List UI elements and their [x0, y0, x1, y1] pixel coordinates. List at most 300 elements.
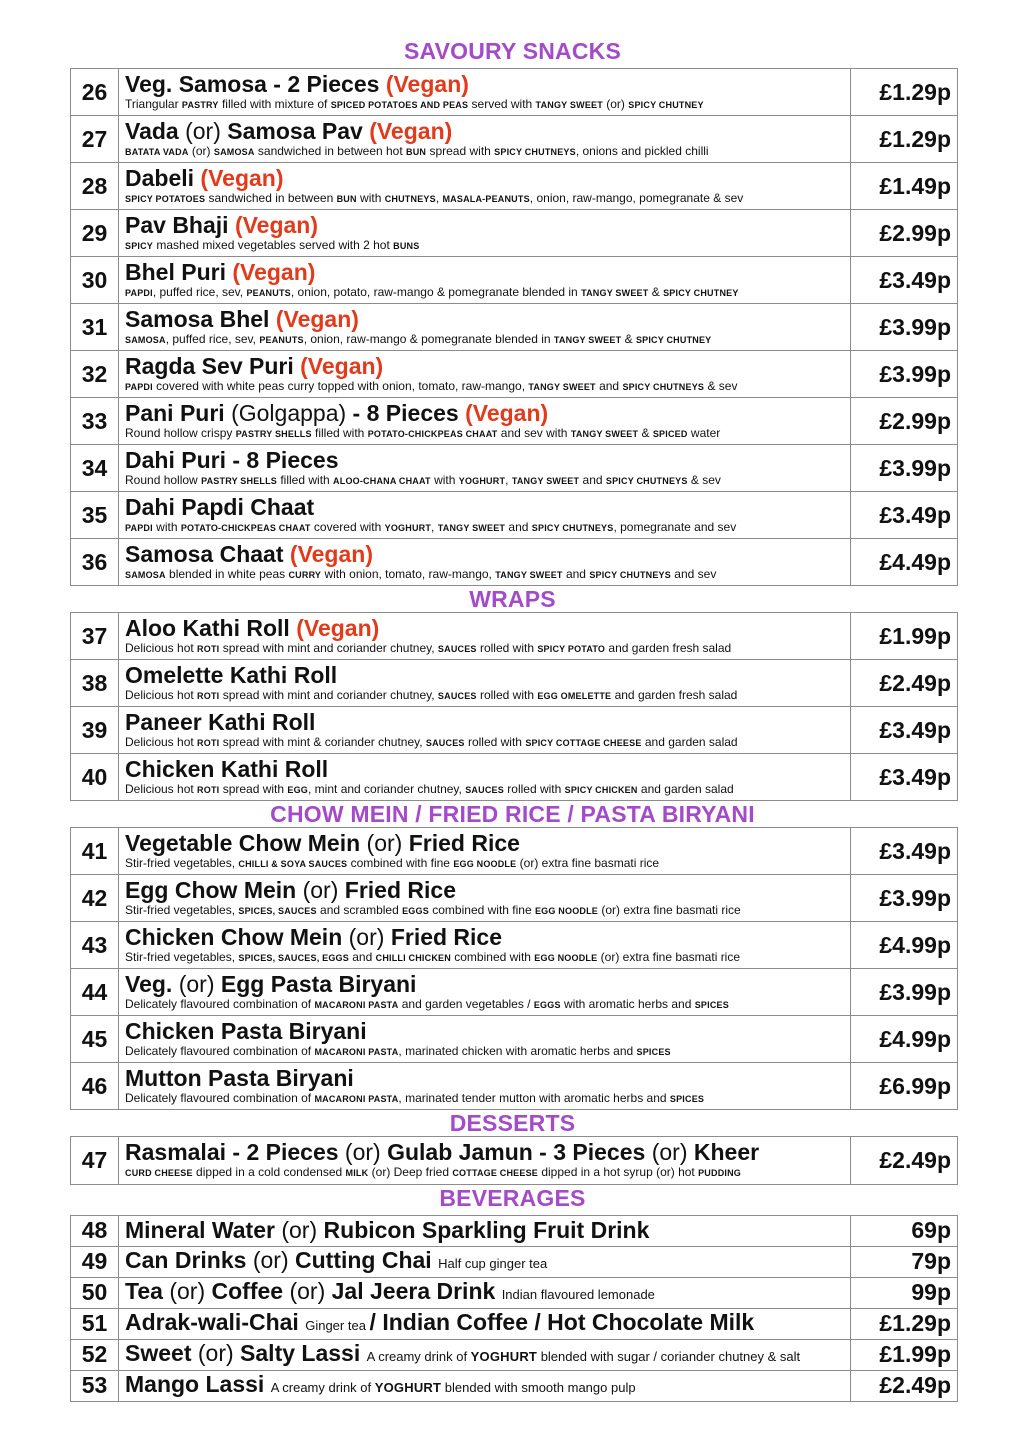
text-segment: Egg Pasta Biryani	[220, 970, 417, 997]
ingredient-highlight: SPICY	[125, 240, 154, 251]
text-segment: , onion, raw-mango & pomegranate blended in	[303, 331, 554, 346]
text-segment: Samosa Bhel	[125, 305, 276, 332]
ingredient-highlight: BATATA VADA	[125, 146, 189, 157]
text-segment: mashed mixed vegetables served with 2 hot	[153, 237, 394, 252]
text-segment: Veg. Samosa - 2 Pieces	[125, 70, 386, 97]
menu-item-row	[71, 660, 958, 707]
item-title	[125, 448, 850, 473]
text-segment: Samosa Chaat	[125, 540, 290, 567]
menu-item-row	[71, 707, 958, 754]
text-segment: Samosa Pav	[227, 117, 370, 144]
ingredient-highlight: CHILLI & SOYA SAUCES	[238, 858, 348, 869]
text-segment: Chicken Chow Mein	[125, 923, 349, 950]
item-price: £3.99p	[851, 875, 958, 922]
item-description	[125, 238, 850, 254]
text-segment: (or) extra fine basmati rice	[598, 902, 741, 917]
menu-item-row	[71, 539, 958, 586]
item-details	[119, 492, 851, 539]
text-segment: (or) Deep fried	[368, 1165, 453, 1179]
item-number: 35	[71, 492, 119, 539]
text-segment: Delicately flavoured combination of	[125, 1043, 315, 1058]
text-segment: (or)	[302, 876, 345, 903]
item-title	[125, 831, 850, 856]
text-segment: blended with sugar / coriander chutney & salt	[537, 1348, 801, 1364]
ingredient-highlight: CHILLI CHICKEN	[375, 952, 451, 963]
ingredient-highlight: SPICES	[669, 1093, 705, 1104]
text-segment: Pani Puri	[125, 399, 232, 426]
text-segment: Dabeli	[125, 164, 201, 191]
item-details	[119, 1063, 851, 1110]
text-segment: Delicately flavoured combination of	[125, 1090, 315, 1105]
ingredient-highlight: SPICES	[694, 999, 729, 1010]
ingredient-highlight: BUNS	[393, 240, 420, 251]
item-title	[125, 757, 850, 782]
item-title	[125, 260, 850, 285]
ingredient-highlight: CURD CHEESE	[125, 1168, 193, 1178]
ingredient-highlight: SAUCES	[437, 643, 477, 654]
item-price: £3.49p	[851, 754, 958, 801]
item-number: 47	[71, 1137, 119, 1185]
text-segment: Rasmalai - 2 Pieces	[125, 1139, 345, 1165]
ingredient-highlight: PASTRY	[181, 99, 219, 110]
item-description	[125, 1044, 850, 1060]
text-segment: Cutting Chai	[295, 1246, 439, 1273]
text-segment: Kheer	[693, 1139, 760, 1165]
item-price: £3.49p	[851, 707, 958, 754]
text-segment: ,	[435, 190, 443, 205]
text-segment: Dahi Papdi Chaat	[125, 493, 315, 520]
item-price: £3.99p	[851, 969, 958, 1016]
ingredient-highlight: SPICES, SAUCES	[238, 905, 317, 916]
item-price: £3.49p	[851, 257, 958, 304]
item-details	[119, 1277, 851, 1308]
ingredient-highlight: PASTRY SHELLS	[235, 428, 312, 439]
ingredient-highlight: SAUCES	[437, 690, 477, 701]
item-price: £4.99p	[851, 922, 958, 969]
text-segment: blended in white peas	[165, 566, 289, 581]
item-title	[125, 1247, 850, 1277]
item-details	[119, 875, 851, 922]
vegan-label: (Vegan)	[275, 305, 359, 332]
text-segment: Coffee	[211, 1277, 290, 1304]
item-description	[125, 735, 850, 751]
ingredient-highlight: EGG NOODLE	[534, 952, 598, 963]
text-segment: Indian flavoured lemonade	[501, 1286, 655, 1302]
text-segment: Chicken Pasta Biryani	[125, 1017, 367, 1044]
ingredient-highlight: MILK	[345, 1168, 369, 1178]
item-price: £2.49p	[851, 1137, 958, 1185]
item-description	[125, 285, 850, 301]
item-number: 51	[71, 1308, 119, 1339]
menu-item-row	[71, 1308, 958, 1339]
ingredient-highlight: SAUCES	[465, 784, 504, 795]
item-number: 50	[71, 1277, 119, 1308]
text-segment: covered with	[310, 519, 385, 534]
item-title	[125, 878, 850, 903]
item-title	[125, 72, 850, 97]
text-segment: sandwiched in between	[205, 190, 337, 205]
item-title	[125, 307, 850, 332]
text-segment: / Indian Coffee / Hot Chocolate Milk	[369, 1308, 755, 1335]
text-segment: , marinated chicken with aromatic herbs and	[398, 1043, 637, 1058]
ingredient-highlight: ALOO-CHANA CHAAT	[333, 475, 431, 486]
ingredient-highlight: ROTI	[197, 737, 220, 748]
ingredient-highlight: SAMOSA	[125, 569, 166, 580]
menu-item-row	[71, 116, 958, 163]
vegan-label: (Vegan)	[232, 258, 316, 285]
ingredient-highlight: PEANUTS	[259, 334, 304, 345]
ingredient-highlight: SAUCES	[425, 737, 465, 748]
text-segment: Vada	[125, 117, 186, 144]
item-price: £2.49p	[851, 1370, 958, 1401]
item-details	[119, 613, 851, 660]
item-number: 40	[71, 754, 119, 801]
ingredient-highlight: EGG	[287, 784, 309, 795]
ingredient-highlight: SPICY CHICKEN	[564, 784, 638, 795]
text-segment: Stir-fried vegetables,	[125, 949, 239, 964]
item-number: 37	[71, 613, 119, 660]
text-segment: Gulab Jamun - 3 Pieces	[387, 1139, 652, 1165]
text-segment: and garden fresh salad	[605, 640, 732, 655]
text-segment: &	[638, 425, 653, 440]
text-segment: (or) extra fine basmati rice	[597, 949, 741, 964]
item-description	[125, 332, 850, 348]
text-segment: (or)	[188, 143, 214, 158]
item-description	[125, 426, 850, 442]
text-segment: with	[430, 472, 459, 487]
text-segment: Mango Lassi	[125, 1370, 271, 1397]
item-title	[125, 1140, 850, 1165]
item-details	[119, 116, 851, 163]
section-title-chow-mein: CHOW MEIN / FRIED RICE / PASTA BIRYANI	[270, 801, 755, 827]
item-number: 42	[71, 875, 119, 922]
item-description	[125, 856, 850, 872]
text-segment: (or)	[651, 1139, 694, 1165]
item-details	[119, 660, 851, 707]
menu-item-row	[71, 1277, 958, 1308]
vegan-label: (Vegan)	[465, 399, 549, 426]
ingredient-highlight: SAMOSA	[125, 334, 166, 345]
item-price: £3.99p	[851, 445, 958, 492]
text-segment: filled with mixture of	[218, 96, 331, 111]
text-segment: spread with mint and coriander chutney,	[219, 687, 438, 702]
vegan-label: (Vegan)	[200, 164, 284, 191]
ingredient-highlight: SPICY CHUTNEYS	[605, 475, 688, 486]
item-title	[125, 1217, 850, 1244]
item-title	[125, 1019, 850, 1044]
item-number: 39	[71, 707, 119, 754]
menu-item-row	[71, 445, 958, 492]
text-segment: and	[505, 519, 532, 534]
ingredient-highlight: CURRY	[288, 569, 322, 580]
item-description	[125, 144, 850, 160]
text-segment: &	[621, 331, 636, 346]
text-segment: Round hollow	[125, 472, 202, 487]
item-number: 46	[71, 1063, 119, 1110]
ingredient-highlight: ROTI	[197, 643, 220, 654]
item-price: £3.49p	[851, 828, 958, 875]
text-segment: and	[579, 472, 606, 487]
item-number: 43	[71, 922, 119, 969]
menu-item-row	[71, 828, 958, 875]
text-segment: Pav Bhaji	[125, 211, 235, 238]
text-segment: ,	[505, 472, 512, 487]
item-price: £3.99p	[851, 304, 958, 351]
ingredient-highlight: SPICY CHUTNEY	[663, 287, 739, 298]
item-number: 34	[71, 445, 119, 492]
item-number: 36	[71, 539, 119, 586]
item-title	[125, 495, 850, 520]
menu-item-row	[71, 492, 958, 539]
ingredient-highlight: SAMOSA	[213, 146, 255, 157]
text-segment: filled with	[311, 425, 368, 440]
vegan-label: (Vegan)	[300, 352, 384, 379]
ingredient-highlight: SPICES	[636, 1046, 671, 1057]
text-segment: - 8 Pieces	[346, 399, 466, 426]
item-description	[125, 473, 850, 489]
item-title	[125, 663, 850, 688]
wraps-table	[70, 612, 958, 801]
item-description	[125, 641, 850, 657]
ingredient-highlight: SPICY POTATOES	[125, 193, 206, 204]
text-segment: combined with fine	[428, 902, 535, 917]
text-segment: Stir-fried vegetables,	[125, 902, 239, 917]
ingredient-highlight: SPICY CHUTNEY	[635, 334, 712, 345]
text-segment: Egg Chow Mein	[125, 876, 303, 903]
text-segment: , puffed rice, sev,	[165, 331, 260, 346]
text-segment: water	[687, 425, 721, 440]
text-segment: Omelette Kathi Roll	[125, 661, 338, 688]
text-segment: rolled with	[476, 640, 538, 655]
text-segment: Mineral Water	[125, 1217, 282, 1244]
text-segment: Salty Lassi	[240, 1339, 367, 1366]
section-title-desserts: DESSERTS	[449, 1110, 576, 1136]
item-title	[125, 1066, 850, 1091]
item-description	[125, 1091, 850, 1107]
menu-item-row	[71, 613, 958, 660]
ingredient-highlight: EGGS	[402, 905, 429, 916]
item-title	[125, 119, 850, 144]
item-title	[125, 710, 850, 735]
text-segment: Veg.	[125, 970, 179, 997]
text-segment: A creamy drink of	[270, 1379, 375, 1395]
menu-item-row	[71, 875, 958, 922]
text-segment: Chicken Kathi Roll	[125, 755, 329, 782]
menu-item-row	[71, 754, 958, 801]
text-segment: spread with	[219, 781, 288, 796]
ingredient-highlight: PEANUTS	[246, 287, 291, 298]
text-segment: (or)	[178, 970, 221, 997]
savoury-snacks-table	[70, 68, 958, 586]
text-segment: ,	[431, 519, 438, 534]
text-segment: Paneer Kathi Roll	[125, 708, 316, 735]
item-title	[125, 354, 850, 379]
text-segment: blended with smooth mango pulp	[441, 1379, 636, 1395]
text-segment: and scrambled	[316, 902, 403, 917]
text-segment: Delicious hot	[125, 781, 198, 796]
item-number: 44	[71, 969, 119, 1016]
text-segment: rolled with	[476, 687, 538, 702]
text-segment: Delicious hot	[125, 734, 198, 749]
menu-item-row	[71, 922, 958, 969]
item-details	[119, 754, 851, 801]
text-segment: Tea	[125, 1277, 170, 1304]
item-title	[125, 1278, 850, 1308]
section-title-wraps: WRAPS	[469, 586, 556, 612]
text-segment: and sev with	[497, 425, 571, 440]
text-segment: spread with mint & coriander chutney,	[219, 734, 426, 749]
item-price: £1.99p	[851, 613, 958, 660]
desserts-table	[70, 1136, 958, 1185]
text-segment: Fried Rice	[390, 923, 503, 950]
item-number: 29	[71, 210, 119, 257]
ingredient-highlight: YOGHURT	[384, 522, 432, 533]
text-segment: Dahi Puri - 8 Pieces	[125, 446, 339, 473]
text-segment: Delicious hot	[125, 640, 198, 655]
item-title	[125, 972, 850, 997]
text-segment: A creamy drink of	[366, 1348, 471, 1364]
section-title-beverages: BEVERAGES	[439, 1185, 586, 1211]
item-price: £6.99p	[851, 1063, 958, 1110]
item-price: £2.99p	[851, 210, 958, 257]
text-segment: and sev	[670, 566, 717, 581]
item-title	[125, 925, 850, 950]
menu-item-row	[71, 210, 958, 257]
text-segment: (or)	[169, 1277, 212, 1304]
text-segment: and garden vegetables /	[398, 996, 534, 1011]
menu-item-row	[71, 1216, 958, 1247]
item-details	[119, 398, 851, 445]
text-segment: Sweet	[125, 1339, 198, 1366]
ingredient-highlight: MACARONI PASTA	[314, 1046, 399, 1057]
menu-item-row	[71, 69, 958, 116]
text-segment: Adrak-wali-Chai	[125, 1308, 306, 1335]
ingredient-highlight: YOGHURT	[458, 475, 506, 486]
text-segment: (or)	[366, 829, 409, 856]
chow-mein-table	[70, 827, 958, 1110]
text-segment: and garden fresh salad	[611, 687, 738, 702]
item-number: 45	[71, 1016, 119, 1063]
text-segment: (or)	[344, 1139, 388, 1165]
item-title	[125, 1371, 850, 1401]
text-segment: (or)	[348, 923, 391, 950]
item-number: 26	[71, 69, 119, 116]
item-number: 53	[71, 1370, 119, 1401]
text-segment: Delicious hot	[125, 687, 198, 702]
text-segment: , onions and pickled chilli	[575, 143, 709, 158]
ingredient-highlight: SPICED POTATOES AND PEAS	[330, 99, 469, 110]
item-price: £3.99p	[851, 351, 958, 398]
item-details	[119, 445, 851, 492]
text-segment: , mint and coriander chutney,	[308, 781, 466, 796]
text-segment: Mutton Pasta Biryani	[125, 1064, 354, 1091]
item-details	[119, 1370, 851, 1401]
item-details	[119, 1339, 851, 1370]
item-title	[125, 1340, 850, 1370]
item-details	[119, 707, 851, 754]
item-price: £4.49p	[851, 539, 958, 586]
item-price: £1.29p	[851, 1308, 958, 1339]
text-segment: with onion, tomato, raw-mango,	[321, 566, 496, 581]
text-segment: and garden salad	[637, 781, 734, 796]
text-segment: dipped in a hot syrup (or) hot	[538, 1165, 699, 1179]
text-segment: Rubicon Sparkling Fruit Drink	[323, 1217, 650, 1244]
item-description	[125, 97, 850, 113]
item-title	[125, 166, 850, 191]
item-details	[119, 1016, 851, 1063]
item-details	[119, 210, 851, 257]
item-number: 52	[71, 1339, 119, 1370]
text-segment: Can Drinks	[125, 1246, 253, 1273]
item-details	[119, 1246, 851, 1277]
item-title	[125, 401, 850, 426]
item-details	[119, 539, 851, 586]
ingredient-highlight: SPICY CHUTNEYS	[494, 146, 576, 157]
ingredient-highlight: SPICED	[652, 428, 688, 439]
item-title	[125, 213, 850, 238]
ingredient-highlight: TANGY SWEET	[495, 569, 563, 580]
text-segment: & sev	[704, 378, 738, 393]
item-details	[119, 922, 851, 969]
text-segment: , onion, potato, raw-mango & pomegranate blended in	[290, 284, 582, 299]
vegan-label: (Vegan)	[296, 614, 380, 641]
item-number: 33	[71, 398, 119, 445]
text-segment: Fried Rice	[344, 876, 456, 903]
item-number: 48	[71, 1216, 119, 1247]
item-number: 38	[71, 660, 119, 707]
text-segment: with aromatic herbs and	[560, 996, 695, 1011]
ingredient-highlight: ROTI	[197, 690, 220, 701]
text-segment: rolled with	[464, 734, 526, 749]
text-segment: (Golgappa)	[231, 399, 347, 426]
text-segment: Delicately flavoured combination of	[125, 996, 315, 1011]
item-details	[119, 1308, 851, 1339]
item-description	[125, 567, 850, 583]
item-price: 99p	[851, 1277, 958, 1308]
menu-item-row	[71, 1339, 958, 1370]
ingredient-highlight: SPICY CHUTNEY	[628, 99, 704, 110]
ingredient-highlight: COTTAGE CHEESE	[452, 1168, 538, 1178]
ingredient-highlight: TANGY SWEET	[437, 522, 506, 533]
ingredient-highlight: MACARONI PASTA	[314, 1093, 399, 1104]
menu-item-row	[71, 304, 958, 351]
item-details	[119, 969, 851, 1016]
ingredient-highlight: EGG OMELETTE	[537, 690, 612, 701]
ingredient-highlight: POTATO-CHICKPEAS CHAAT	[180, 522, 311, 533]
text-segment: sandwiched in between hot	[254, 143, 407, 158]
item-number: 49	[71, 1246, 119, 1277]
item-number: 27	[71, 116, 119, 163]
ingredient-highlight: PAPDI	[125, 381, 153, 392]
text-segment: and	[595, 378, 623, 393]
ingredient-highlight: PASTRY SHELLS	[201, 475, 278, 486]
text-segment: (or)	[281, 1217, 324, 1244]
ingredient-highlight: SPICY CHUTNEYS	[589, 569, 671, 580]
item-price: £2.49p	[851, 660, 958, 707]
text-segment: and	[348, 949, 376, 964]
text-segment: , onion, raw-mango, pomegranate & sev	[529, 190, 744, 205]
ingredient-highlight: TANGY SWEET	[535, 99, 603, 110]
text-segment: Ginger tea	[305, 1317, 370, 1333]
item-price: £3.49p	[851, 492, 958, 539]
menu-item-row	[71, 969, 958, 1016]
text-segment: served with	[468, 96, 536, 111]
item-price: £4.99p	[851, 1016, 958, 1063]
ingredient-highlight: CHUTNEYS	[384, 193, 436, 204]
ingredient-highlight: TANGY SWEET	[511, 475, 580, 486]
ingredient-highlight: SPICES, SAUCES, EGGS	[238, 952, 349, 963]
item-details	[119, 1216, 851, 1247]
